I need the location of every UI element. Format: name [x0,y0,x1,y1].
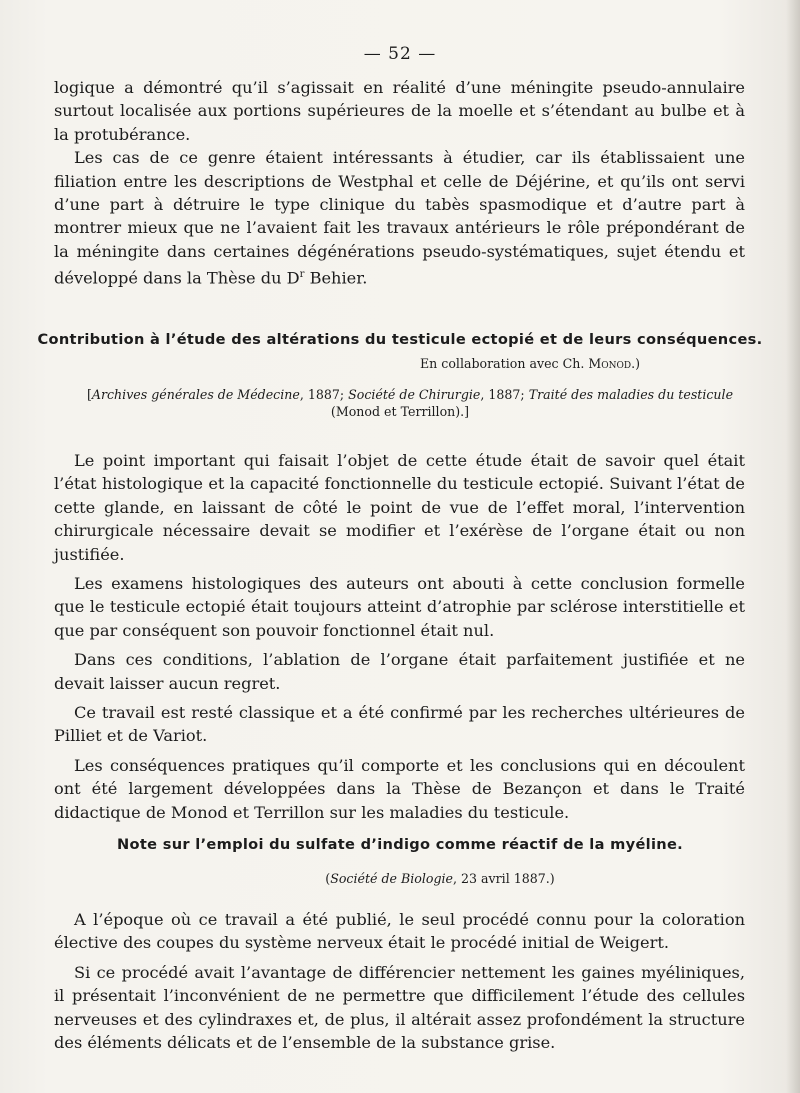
reference-biologie [230,870,650,888]
collab-suffix: .) [631,356,641,371]
section1-paragraph-1: Le point important qui faisait l’objet de cette étude était de savoir quel était l’état histologique et la capacité fonctionnelle du testicule ectopié. Suivant l’état de cette glande, en laissant de côté le point de vue de l’effet moral, l’intervention chirurgicale nécessaire devait se modifier et l’exérèse de l’organe était ou non justifiée. [54,451,745,564]
ref-journal-traite: Traité des maladies du testicule [528,387,734,402]
section-title-indigo: Note sur l’emploi du sulfate d’indigo comme réactif de la myéline. [117,836,683,853]
collaboration-note [300,355,760,373]
collab-name: Monod [588,356,632,371]
ref-journal-chirurgie: Société de Chirurgie [348,387,481,402]
section2-paragraph-2: Si ce procédé avait l’avantage de différencier nettement les gaines myéliniques, il présentait l’inconvénient de ne permettre que difficilement l’étude des cellules nerveuses et des cylindraxes et, de plus, il altérait assez profondément la structure des éléments délicats et de l’ensemble de la substance grise. [54,962,745,1053]
reference-line-1 [70,386,750,404]
section-title-testicule: Contribution à l’étude des altérations du testicule ectopié et de leurs conséquences. [37,331,763,348]
section1-paragraph-3: Dans ces conditions, l’ablation de l’organe était parfaitement justifiée et ne devait laisser aucun regret. [54,650,745,693]
section1-paragraph-2: Les examens histologiques des auteurs ont abouti à cette conclusion formelle que le testicule ectopié était toujours atteint d’atrophie par sclérose interstitielle et que par conséquent son pouvoir fonctionnel était nul. [54,574,745,640]
page-number: — 52 — [363,44,437,64]
page-edge-shadow [786,0,800,1093]
intro-paragraph-2 [54,146,745,290]
ref-journal-archives: Archives générales de Médecine [91,387,300,402]
section1-paragraph-4: Ce travail est resté classique et a été confirmé par les recherches ultérieures de Pilliet et de Variot. [54,703,745,746]
section2-paragraph-1: A l’époque où ce travail a été publié, le seul procédé connu pour la coloration élective des coupes du système nerveux était le procédé initial de Weigert. [54,910,745,953]
ref2-journal: Société de Biologie [330,871,453,886]
collab-prefix: En collaboration avec Ch. [419,356,589,371]
section1-paragraph-5: Les conséquences pratiques qu’il comporte et les conclusions qui en découlent ont été largement développées dans la Thèse de Bezançon et dans le Traité didactique de Monod et Terrillon sur les maladies du testicule. [54,755,745,822]
intro-block [54,76,745,290]
intro-paragraph-2-text: Les cas de ce genre étaient intéressants à étudier, car ils établissaient une filiation entre les descriptions de Westphal et celle de Déjérine, et qu’ils ont servi d’une part à détruire le type clinique du tabès spasmodique et d’autre part à montrer mieux que ne l’avaient fait les travaux antérieurs le rôle prépondérant de la méningite dans certaines dégénérations pseudo-systématiques, sujet étendu et développé dans la Thèse du D [54,148,745,288]
ref2-paren: ( [325,871,331,886]
ref2-date: , 23 avril 1887.) [453,871,555,886]
intro-paragraph-1: logique a démontré qu’il s’agissait en réalité d’une méningite pseudo-annulaire surtout localisée aux portions supérieures de la moelle et s’étendant au bulbe et à la protubérance. [54,78,745,144]
section2-body [54,908,745,1054]
section1-body [54,449,745,824]
ref-bracket: [ [86,387,92,402]
ref-year-2: , 1887; [480,387,529,402]
ref-year-1: , 1887; [299,387,349,402]
reference-line-2: (Monod et Terrillon).] [330,404,470,419]
dr-superscript: r [299,269,305,281]
intro-paragraph-2-end: Behier. [304,268,368,288]
